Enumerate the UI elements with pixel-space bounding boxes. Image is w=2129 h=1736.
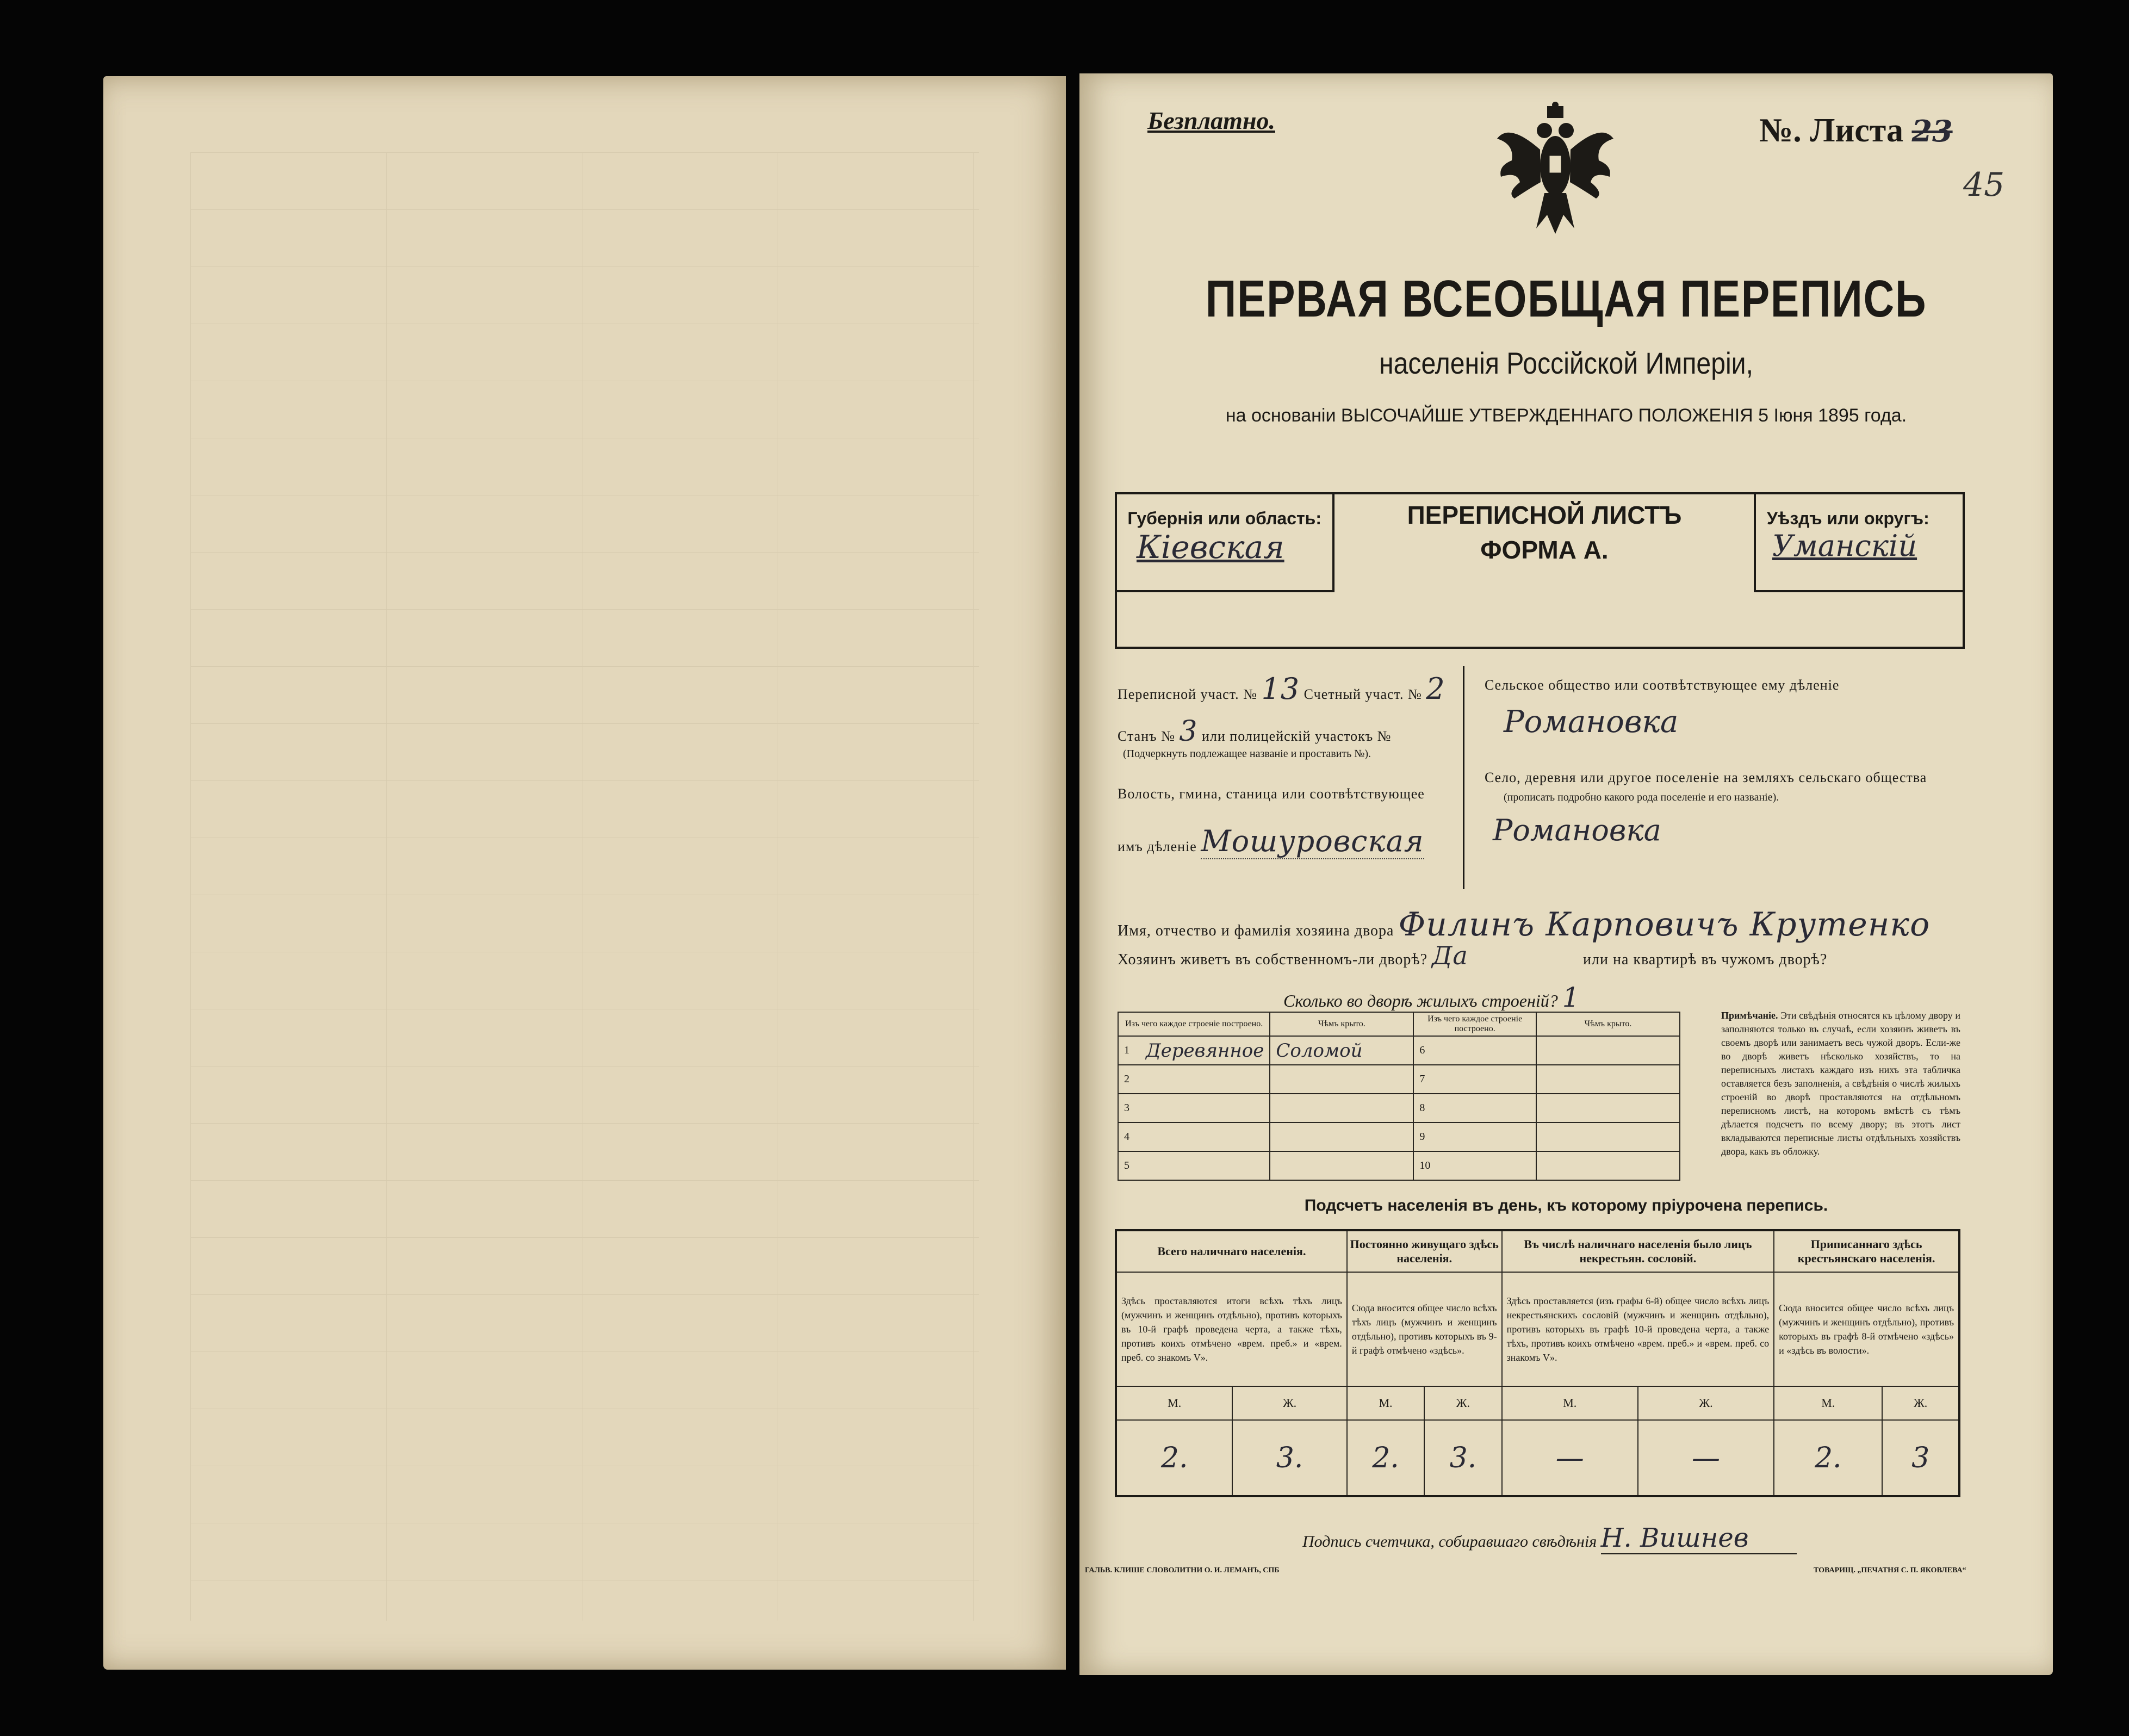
district-label: Уѣздъ или округъ: — [1767, 509, 1929, 528]
printer-credit-right: ТОВАРИЩ. „ПЕЧАТНЯ С. П. ЯКОВЛЕВА“ — [1814, 1566, 1966, 1574]
province-box — [1115, 492, 1334, 592]
building-material: Деревянное — [1140, 1036, 1270, 1065]
printer-credit-left: ГАЛЬВ. КЛИШЕ СЛОВОЛИТНИ О. И. ЛЕМАНЪ, СПБ — [1085, 1566, 1280, 1574]
census-section-label: Переписной участ. № — [1118, 686, 1257, 702]
owner-lives-label: Хозяинъ живетъ въ собственномъ-ли дворѣ? — [1118, 951, 1428, 968]
imperial-eagle-emblem — [1493, 101, 1618, 237]
table-row — [1118, 1123, 1680, 1151]
owner-apartment-label: или на квартирѣ въ чужомъ дворѣ? — [1583, 951, 1828, 968]
female-label: Ж. — [1638, 1386, 1774, 1420]
registered-peasant-female: 3 — [1882, 1420, 1959, 1496]
police-section-label: или полицейскій участокъ № — [1201, 728, 1392, 744]
underline-note: (Подчеркнуть подлежащее названіе и проставить №). — [1123, 748, 1371, 760]
note-text: Эти свѣдѣнія относятся къ цѣлому двору и заполняются только въ случаѣ, если хозяинъ живетъ въ своемъ дворѣ или занимаетъ весь чужой дворъ. Если-же во дворѣ живетъ нѣсколько хозяйствъ, то на переписныхъ листахъ каждаго изъ нихъ эта табличка оставляется безъ заполненія, а свѣдѣнія о числѣ жилыхъ строеній во дворѣ проставляются на отдѣльномъ переписномъ листѣ, на которомъ вмѣстѣ съ тѣмъ дѣлается подсчетъ по всему двору; въ этотъ лист вкладываются переписные листы отдѣльныхъ хозяйствъ двора, какъ въ обложку. — [1721, 1010, 1961, 1157]
col-total-present-header: Всего наличнаго населенія. — [1116, 1230, 1347, 1272]
province-label: Губернія или область: — [1127, 509, 1321, 528]
col-permanent-header: Постоянно живущаго здѣсь населенія. — [1347, 1230, 1502, 1272]
col-non-peasant-desc: Здѣсь проставляется (изъ графы 6-й) общее число всѣхъ лицъ некрестьянскихъ сословій (мужчинъ и женщинъ отдѣльно), противъ которыхъ въ графѣ 10-й проведена черта, а также тѣхъ, противъ коихъ отмѣчено «врем. преб.» и «врем. преб. со знакомъ V». — [1502, 1272, 1774, 1386]
col-registered-peasant-desc: Сюда вносится общее число всѣхъ лицъ (мужчинъ и женщинъ отдѣльно), противъ которыхъ въ графѣ 8-й отмѣчено «здѣсь» и «здѣсь въ волости». — [1774, 1272, 1959, 1386]
buildings-count-line — [1283, 982, 1580, 1013]
subtitle: населенія Россійской Имперіи, — [1379, 346, 1753, 380]
col-material-header: Изъ чего каждое строеніе построено. — [1118, 1012, 1270, 1036]
col-registered-peasant-header: Приписаннаго здѣсь крестьянскаго населенія. — [1774, 1230, 1959, 1272]
row-number: 4 — [1118, 1123, 1140, 1151]
buildings-table — [1118, 1012, 1680, 1181]
permanent-female: 3. — [1424, 1420, 1501, 1496]
volost-label-2: имъ дѣленіе — [1118, 839, 1197, 854]
note-label: Примѣчаніе. — [1721, 1010, 1778, 1021]
district-value: Уманскій — [1772, 529, 1917, 563]
legal-basis: на основаніи ВЫСОЧАЙШЕ УТВЕРЖДЕННАГО ПОЛОЖЕНІЯ 5 Іюня 1895 года. — [1225, 405, 1907, 426]
table-row — [1118, 1151, 1680, 1180]
col-non-peasant-header: Въ числѣ наличнаго населенія было лицъ некрестьян. сословій. — [1502, 1230, 1774, 1272]
table-row — [1118, 1065, 1680, 1094]
row-number: 1 — [1118, 1036, 1140, 1065]
non-peasant-female: — — [1638, 1420, 1774, 1496]
volost-value: Мошуровская — [1201, 824, 1424, 858]
province-value: Кіевская — [1137, 529, 1284, 566]
volost-label-1: Волость, гмина, станица или соотвѣтствующее — [1118, 786, 1425, 802]
col-material-header-2: Изъ чего каждое строеніе построено. — [1413, 1012, 1536, 1036]
row-number: 3 — [1118, 1094, 1140, 1123]
col-roof-header-2: Чѣмъ крыто. — [1536, 1012, 1680, 1036]
buildings-note — [1721, 1009, 1960, 1158]
count-section-label: Счетный участ. № — [1304, 686, 1422, 702]
permanent-male: 2. — [1347, 1420, 1424, 1496]
census-form-page — [1079, 73, 2053, 1675]
census-section-value: 13 — [1261, 672, 1300, 706]
pencil-sheet-number: 45 — [1963, 166, 2005, 204]
population-table — [1115, 1229, 1960, 1497]
col-roof-header: Чѣмъ крыто. — [1270, 1012, 1413, 1036]
bleed-through-grid — [190, 152, 979, 1621]
building-roof: Соломой — [1270, 1036, 1413, 1065]
form-title — [1343, 498, 1746, 567]
signature-label: Подпись счетчика, собиравшаго свѣдѣнія — [1302, 1533, 1597, 1551]
owner-name-value: Филинъ Карповичъ Крутенко — [1398, 906, 1931, 944]
row-number: 8 — [1413, 1094, 1441, 1123]
society-value: Романовка — [1504, 704, 1679, 740]
village-note: (прописать подробно какого рода поселеніе и его названіе). — [1504, 791, 1779, 803]
stan-label: Станъ № — [1118, 728, 1175, 744]
sheet-number-label: №. Листа 23 — [1759, 112, 1953, 149]
female-label: Ж. — [1424, 1386, 1501, 1420]
owner-name-line — [1118, 906, 1930, 944]
population-title: Подсчетъ населенія въ день, къ которому пріурочена перепись. — [1304, 1196, 1828, 1214]
census-section-line — [1118, 672, 1445, 706]
stan-value: 3 — [1179, 715, 1198, 748]
form-title-line-2: ФОРМА А. — [1480, 536, 1609, 564]
field-divider — [1463, 666, 1464, 889]
owner-name-label: Имя, отчество и фамилія хозяина двора — [1118, 922, 1394, 939]
village-label: Село, деревня или другое поселеніе на земляхъ сельскаго общества — [1485, 770, 1927, 785]
buildings-count-label: Сколько во дворѣ жилыхъ строеній? — [1283, 991, 1558, 1010]
col-total-present-desc: Здѣсь проставляются итоги всѣхъ тѣхъ лицъ (мужчинъ и женщинъ отдѣльно), противъ которыхъ въ 10-й графѣ проведена черта, а также тѣхъ, противъ коихъ отмѣчено «врем. преб.» и «врем. преб. со знакомъ V». — [1116, 1272, 1347, 1386]
society-label: Сельское общество или соотвѣтствующее ему дѣленіе — [1485, 677, 1840, 693]
total-present-male: 2. — [1116, 1420, 1232, 1496]
owner-lives-value: Да — [1432, 941, 1468, 970]
row-number: 5 — [1118, 1151, 1140, 1180]
row-number: 2 — [1118, 1065, 1140, 1094]
table-row — [1118, 1094, 1680, 1123]
signature-line — [1302, 1523, 1797, 1554]
male-label: М. — [1774, 1386, 1882, 1420]
row-number: 9 — [1413, 1123, 1441, 1151]
male-label: М. — [1116, 1386, 1232, 1420]
owner-lives-line — [1118, 941, 1827, 970]
village-value: Романовка — [1493, 813, 1661, 847]
district-box — [1754, 492, 1963, 592]
total-present-female: 3. — [1232, 1420, 1346, 1496]
buildings-count-value: 1 — [1562, 982, 1580, 1013]
female-label: Ж. — [1882, 1386, 1959, 1420]
count-section-value: 2 — [1426, 672, 1445, 706]
registered-peasant-male: 2. — [1774, 1420, 1882, 1496]
female-label: Ж. — [1232, 1386, 1346, 1420]
non-peasant-male: — — [1502, 1420, 1638, 1496]
row-number: 10 — [1413, 1151, 1441, 1180]
left-page — [103, 76, 1066, 1670]
row-number: 7 — [1413, 1065, 1441, 1094]
form-title-line-1: ПЕРЕПИСНОЙ ЛИСТЪ — [1407, 501, 1682, 529]
stan-line — [1118, 715, 1391, 748]
main-title: ПЕРВАЯ ВСЕОБЩАЯ ПЕРЕПИСЬ — [1205, 270, 1927, 328]
enumerator-signature: Н. Вишнев — [1601, 1523, 1797, 1554]
col-permanent-desc: Сюда вносится общее число всѣхъ тѣхъ лицъ (мужчинъ и женщинъ отдѣльно), противъ которыхъ въ 9-й графѣ отмѣчено «здѣсь». — [1347, 1272, 1502, 1386]
sheet-number-value: 23 — [1911, 114, 1953, 148]
free-label: Безплатно. — [1147, 107, 1275, 134]
volost-line — [1118, 824, 1424, 858]
male-label: М. — [1347, 1386, 1424, 1420]
row-number: 6 — [1413, 1036, 1441, 1065]
male-label: М. — [1502, 1386, 1638, 1420]
table-row — [1118, 1036, 1680, 1065]
